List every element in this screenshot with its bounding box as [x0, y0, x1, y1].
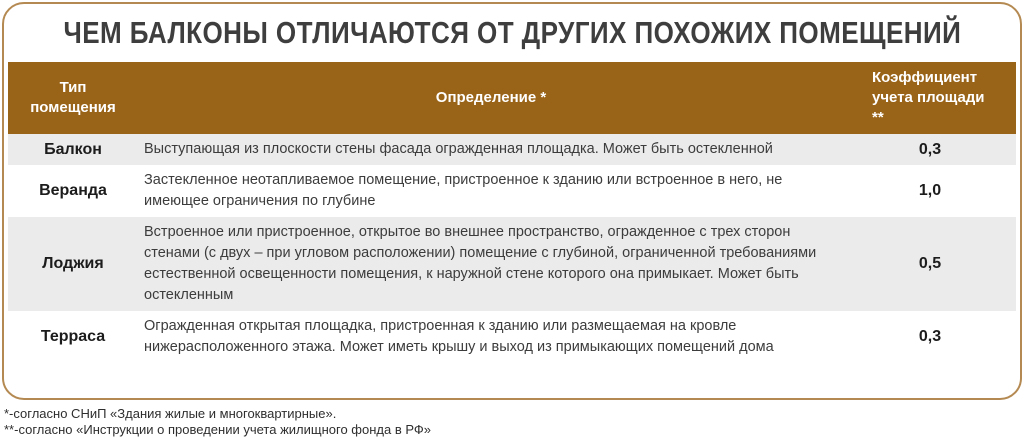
cell-definition: Огражденная открытая площадка, пристроенная к зданию или размещаемая на кровле нижерасположенного этажа. Может иметь крышу и выход из примыкающих помещений дома — [144, 318, 774, 355]
footnote-snip: *-согласно СНиП «Здания жилые и многоквартирные». — [4, 406, 337, 421]
cell-definition: Выступающая из плоскости стены фасада огражденная площадка. Может быть остекленной — [144, 141, 773, 157]
column-header-type: Тип помещения — [30, 79, 116, 116]
footnotes — [4, 406, 431, 438]
table-row-loggia — [8, 217, 1016, 311]
cell-type: Балкон — [44, 140, 102, 158]
cell-type: Веранда — [39, 182, 107, 199]
table-row-veranda — [8, 165, 1016, 217]
column-header-definition: Определение * — [435, 89, 547, 106]
table-header-row — [8, 62, 1016, 134]
title-bar — [8, 4, 1016, 62]
footnote-instruction: **-согласно «Инструкции о проведении учета жилищного фонда в РФ» — [4, 422, 431, 437]
cell-coefficient: 1,0 — [918, 182, 942, 199]
cell-type: Лоджия — [42, 255, 104, 272]
infographic-card — [2, 2, 1022, 400]
table-row-balcony — [8, 134, 1016, 165]
cell-definition: Застекленное неотапливаемое помещение, пристроенное к зданию или встроенное в него, не имеющее ограничения по глубине — [144, 172, 783, 209]
cell-coefficient: 0,3 — [918, 328, 942, 345]
table-row-terrace — [8, 311, 1016, 363]
cell-definition: Встроенное или пристроенное, открытое во внешнее пространство, огражденное с трех сторон стенами (с двух – при угловом расположении) помещение с глубиной, ограниченной требованиями естественной освещенности помещения, к наружной стене которого она примыкает. Может быть остекленным — [144, 224, 817, 303]
cell-coefficient: 0,3 — [918, 140, 942, 158]
table-body — [8, 134, 1016, 363]
cell-type: Терраса — [40, 328, 106, 345]
page-title: ЧЕМ БАЛКОНЫ ОТЛИЧАЮТСЯ ОТ ДРУГИХ ПОХОЖИХ ПОМЕЩЕНИЙ — [63, 15, 961, 50]
cell-coefficient: 0,5 — [918, 255, 942, 272]
column-header-coefficient: Коэффициент учета площади ** — [872, 69, 985, 126]
